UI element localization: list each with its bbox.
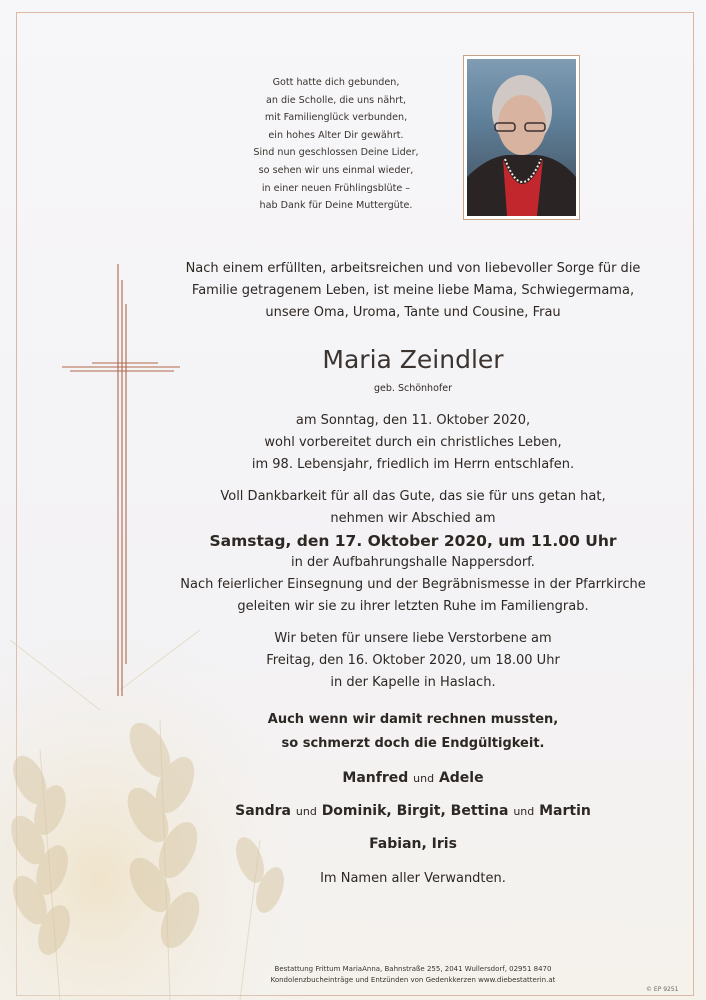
funeral-date: Samstag, den 17. Oktober 2020, um 11.00 Uhr (209, 532, 617, 550)
footer (176, 964, 650, 986)
portrait-image (467, 59, 576, 216)
poem (236, 74, 436, 215)
prayer-line: Freitag, den 16. Oktober 2020, um 18.00 Uhr (266, 653, 560, 668)
family-member: Manfred (342, 770, 409, 786)
quote-line: so schmerzt doch die Endgültigkeit. (281, 736, 545, 751)
poem-line: so sehen wir uns einmal wieder, (258, 164, 414, 176)
intro-line: unsere Oma, Uroma, Tante und Cousine, Frau (265, 305, 561, 320)
poem-line: in einer neuen Frühlingsblüte – (261, 182, 411, 194)
family-und: und (513, 805, 535, 818)
quote-line: Auch wenn wir damit rechnen mussten, (267, 712, 559, 727)
intro-line: Familie getragenem Leben, ist meine liebe Mama, Schwiegermama, (191, 283, 635, 298)
intro-line: Nach einem erfüllten, arbeitsreichen und von liebevoller Sorge für die (185, 261, 641, 276)
family-member: Dominik, Birgit, Bettina (321, 803, 509, 819)
family-member: Adele (438, 770, 484, 786)
family-line-1 (176, 768, 650, 789)
poem-line: Sind nun geschlossen Deine Lider, (253, 147, 419, 159)
obituary-text (176, 258, 650, 890)
family-line-2 (176, 801, 650, 822)
prayer-line: Wir beten für unsere liebe Verstorbene am (274, 631, 552, 646)
family-und: und (413, 772, 435, 785)
funeral-detail: Nach feierlicher Einsegnung und der Begräbnismesse in der Pfarrkirche (180, 577, 646, 592)
portrait-photo (463, 55, 580, 220)
prayer-line: in der Kapelle in Haslach. (330, 675, 496, 690)
family-member: Martin (539, 803, 591, 819)
death-line: wohl vorbereitet durch ein christliches Leben, (264, 435, 562, 450)
relatives-line: Im Namen aller Verwandten. (320, 871, 506, 886)
cross-icon (62, 264, 182, 696)
funeral-detail: in der Aufbahrungshalle Nappersdorf. (291, 555, 535, 570)
family-line-3: Fabian, Iris (369, 836, 457, 852)
footer-line: Bestattung Frittum MariaAnna, Bahnstraße 255, 2041 Wullersdorf, 02951 8470 (274, 965, 552, 973)
death-line: am Sonntag, den 11. Oktober 2020, (295, 413, 531, 428)
portrait-silhouette (467, 59, 576, 216)
family-member: Sandra (235, 803, 291, 819)
farewell-line: nehmen wir Abschied am (330, 511, 496, 526)
footer-line: Kondolenzbucheinträge und Entzünden von Gedenkkerzen www.diebestatterin.at (270, 976, 556, 984)
death-line: im 98. Lebensjahr, friedlich im Herrn entschlafen. (251, 457, 575, 472)
deceased-name: Maria Zeindler (322, 345, 504, 374)
poem-line: Gott hatte dich gebunden, (272, 77, 400, 88)
poem-line: mit Familienglück verbunden, (264, 112, 408, 124)
farewell-line: Voll Dankbarkeit für all das Gute, das sie für uns getan hat, (220, 489, 606, 504)
document-code: © EP 9251 (646, 986, 679, 993)
poem-line: hab Dank für Deine Muttergüte. (259, 200, 413, 212)
birth-name: geb. Schönhofer (374, 383, 452, 394)
family-und: und (295, 805, 317, 818)
poem-line: ein hohes Alter Dir gewährt. (268, 129, 404, 141)
poem-line: an die Scholle, die uns nährt, (265, 94, 407, 106)
funeral-detail: geleiten wir sie zu ihrer letzten Ruhe im Familiengrab. (237, 599, 589, 614)
